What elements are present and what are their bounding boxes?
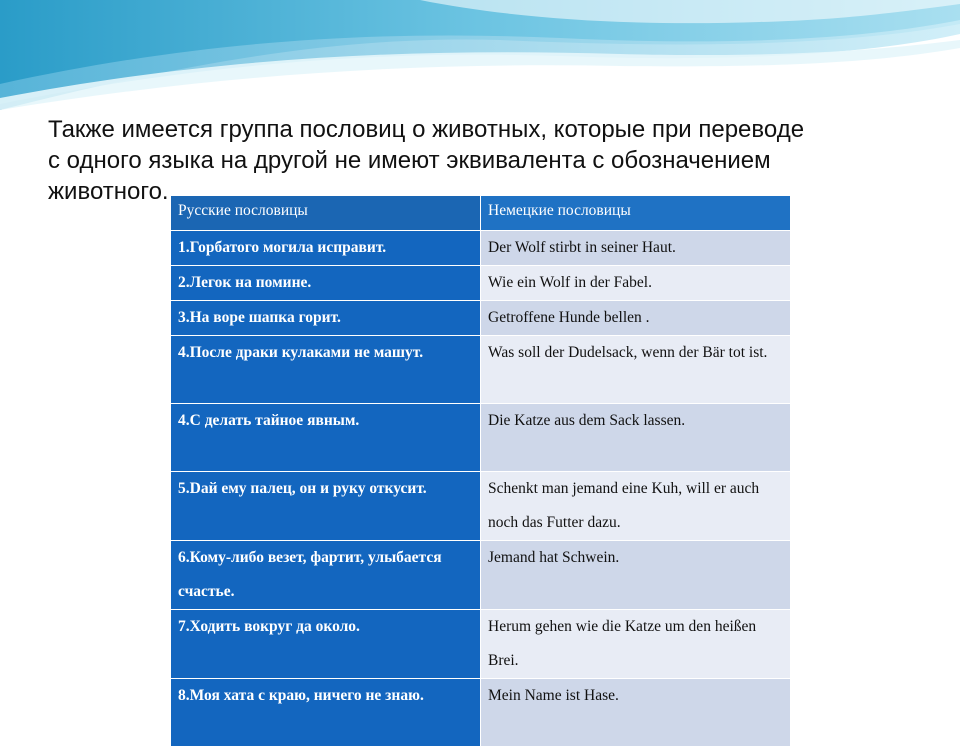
russian-proverb: 1.Горбатого могила исправит. bbox=[171, 231, 481, 266]
russian-proverb: 5.Dай ему палец, он и руку откусит. bbox=[171, 472, 481, 541]
german-proverb: Die Katze aus dem Sack lassen. bbox=[481, 404, 791, 472]
russian-proverb: 2.Легок на помине. bbox=[171, 266, 481, 301]
table-row bbox=[171, 266, 791, 301]
table-row bbox=[171, 541, 791, 610]
table-header-row bbox=[171, 196, 791, 231]
german-proverb: Wie ein Wolf in der Fabel. bbox=[481, 266, 791, 301]
german-proverb: Was soll der Dudelsack, wenn der Bär tot ist. bbox=[481, 336, 791, 404]
german-proverb: Jemand hat Schwein. bbox=[481, 541, 791, 610]
table-row bbox=[171, 301, 791, 336]
german-proverb: Herum gehen wie die Katze um den heißen Brei. bbox=[481, 610, 791, 679]
intro-line-2: с одного языка на другой не имеют эквивалента с обозначением bbox=[48, 147, 771, 174]
german-proverb: Mein Name ist Hase. bbox=[481, 679, 791, 747]
german-proverb: Der Wolf stirbt in seiner Haut. bbox=[481, 231, 791, 266]
russian-proverb: 8.Моя хата с краю, ничего не знаю. bbox=[171, 679, 481, 747]
header-german: Немецкие пословицы bbox=[481, 196, 791, 231]
table-row bbox=[171, 610, 791, 679]
header-russian: Русские пословицы bbox=[171, 196, 481, 231]
russian-proverb: 7.Ходить вокруг да около. bbox=[171, 610, 481, 679]
german-proverb: Getroffene Hunde bellen . bbox=[481, 301, 791, 336]
russian-proverb: 3.На воре шапка горит. bbox=[171, 301, 481, 336]
table-row bbox=[171, 231, 791, 266]
russian-proverb: 6.Кому-либо везет, фартит, улыбается счастье. bbox=[171, 541, 481, 610]
german-proverb: Schenkt man jemand eine Kuh, will er auch noch das Futter dazu. bbox=[481, 472, 791, 541]
intro-line-3: животного. bbox=[48, 178, 169, 205]
table-row bbox=[171, 679, 791, 747]
intro-line-1: Также имеется группа пословиц о животных, которые при переводе bbox=[48, 116, 805, 143]
table-row bbox=[171, 404, 791, 472]
table-row bbox=[171, 472, 791, 541]
header-wave-decoration bbox=[0, 0, 960, 130]
intro-text bbox=[48, 114, 928, 207]
russian-proverb: 4.После драки кулаками не машут. bbox=[171, 336, 481, 404]
proverbs-table bbox=[170, 195, 791, 747]
russian-proverb: 4.С делать тайное явным. bbox=[171, 404, 481, 472]
table-row bbox=[171, 336, 791, 404]
